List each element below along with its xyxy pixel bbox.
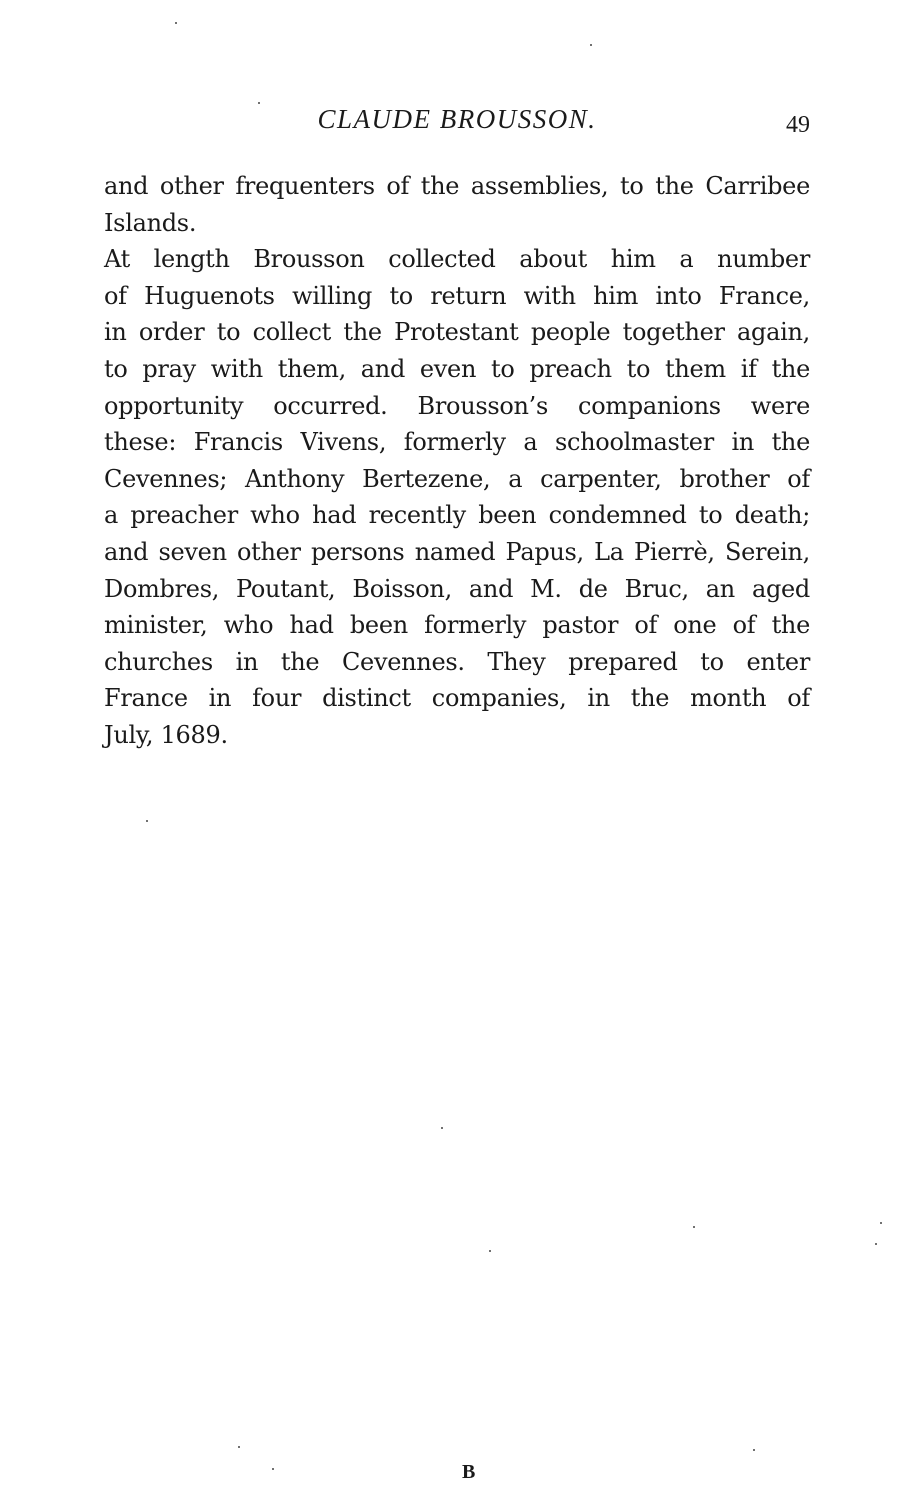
text-line: and seven other persons named Papus, La Pierrè, Serein, xyxy=(104,537,810,566)
scan-speck xyxy=(238,1446,240,1448)
scan-speck xyxy=(875,1243,877,1245)
scan-speck xyxy=(489,1250,491,1252)
scan-speck xyxy=(146,820,148,822)
page-number: 49 xyxy=(786,112,810,138)
scan-speck xyxy=(272,1468,274,1470)
scan-speck xyxy=(693,1226,695,1228)
text-line: Dombres, Poutant, Boisson, and M. de Bruc, an aged xyxy=(104,574,810,603)
text-line: in order to collect the Protestant people together again, xyxy=(104,318,810,347)
scan-speck xyxy=(880,1222,882,1224)
text-line: Islands. xyxy=(104,208,197,237)
text-line: Cevennes; Anthony Bertezene, a carpenter, brother of xyxy=(104,464,810,493)
text-line: and other frequenters of the assemblies, to the Carribee xyxy=(104,172,810,200)
scan-speck xyxy=(441,1127,443,1129)
text-line: minister, who had been formerly pastor of one of the xyxy=(104,611,810,640)
text-line: opportunity occurred. Brousson’s companions were xyxy=(104,391,810,420)
running-title: CLAUDE BROUSSON. xyxy=(317,104,597,134)
scan-speck xyxy=(590,44,592,46)
signature-mark: B xyxy=(462,1461,476,1483)
scan-speck xyxy=(175,22,177,24)
scan-speck xyxy=(258,102,260,104)
text-line: At length Brousson collected about him a number xyxy=(104,245,810,274)
text-line: to pray with them, and even to preach to them if the xyxy=(104,354,810,383)
text-line: these: Francis Vivens, formerly a schoolmaster in the xyxy=(104,428,810,457)
scan-speck xyxy=(753,1449,755,1451)
text-line: of Huguenots willing to return with him into France, xyxy=(104,281,810,310)
text-line: churches in the Cevennes. They prepared to enter xyxy=(104,647,810,676)
text-line: a preacher who had recently been condemned to death; xyxy=(104,501,810,530)
body-text xyxy=(104,168,810,754)
text-line: July, 1689. xyxy=(104,720,228,749)
text-line: France in four distinct companies, in the month of xyxy=(104,684,810,713)
running-head xyxy=(104,102,810,142)
